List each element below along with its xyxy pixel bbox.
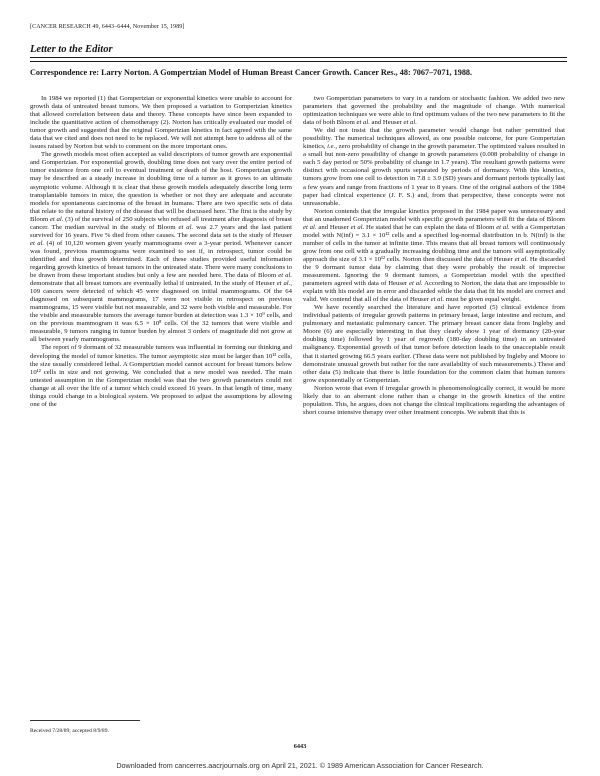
correspondence-heading: Correspondence re: Larry Norton. A Gompertzian Model of Human Breast Cancer Growth. Cancer Res., 48: 7067–7071, 1988.: [30, 68, 473, 77]
paragraph: Norton wrote that even if irregular growth is phenomenologically correct, it would be more likely due to an aberrant clone rather than a change in the growth kinetics of the entire population. This, he argues, does not change the clinical implications regarding the advantages of short course intensive therapy over other treatment concepts. We submit that this is: [303, 384, 565, 416]
paragraph: Norton contends that the irregular kinetics proposed in the 1984 paper was unnecessary and that an unadorned Gompertzian model with specific growth parameters will fit the data of Bloom et al. and Heuser et al. He stated that he can explain the data of Bloom et al. with a Gompertzian model with N(inf) = 3.1 × 10¹² cells and a specified log-normal distribution in b. N(inf) is the number of cells in the tumor at infinite time. This means that all breast tumors will continuously grow from one cell with a gradually increasing doubling time and the tumors will asymptotically approach the size of 3.1 × 10¹² cells. Norton then discussed the data of Heuser et al. He discarded the 9 dormant tumor data by claiming that they were probably the result of imprecise measurement. Ignoring the 9 dormant tumors, a Gompertzian model with the specified parameters agreed with data of Heuser et al. According to Norton, the data that are impossible to explain with his model are in error and discarded while the data that fit his model are correct and valid. We contend that all of the data of Heuser et al. must be given equal weight.: [303, 207, 566, 304]
section-title: Letter to the Editor: [30, 44, 113, 55]
paragraph: The report of 9 dormant of 32 measurable tumors was influential in forming our thinking and developing the model of tumor kinetics. The tumor asymptotic size must be larger than 10¹³ cells, the size usually considered lethal. A Gompertzian model cannot account for breast tumors below 10¹² cells in size and not growing. We concluded that a new model was needed. The main untested assumption in the Gompertzian model was that the two growth parameters could not change at all over the life of a tumor which could exceed 16 years. In that length of time, many things could change in a biological system. We proposed to adjust the assumptions by allowing one of the: [30, 344, 292, 408]
paragraph: The growth models most often accepted as valid descriptors of tumor growth are exponential and Gompertzian. For exponential growth, doubling time does not vary over the entire period of tumor existence from one cell to eventual treatment or death of the host. Gompertzian growth may be described as a steady increase in doubling time of a tumor as it grows to an ultimate asymptotic volume. Although it is clear that these growth models adequately describe long term transplantable tumors in mice, the question is whether or not they are adequate and accurate models for spontaneous carcinoma of the breast in humans. There are two specific sets of data that relate to the natural history of the disease that will be discussed here. The first is the study by Bloom et al. (3) of the survival of 250 subjects who refused all treatment after diagnosis of breast cancer. The median survival in the study of Bloom et al. was 2.7 years and the last patient survived for 16 years. Five % died from other causes. The second data set is the study of Heuser et al. (4) of 10,120 women given yearly mammograms over a 3-year period. Whenever cancer was found, previous mammograms were examined to see if, in retrospect, tumor could be identified and thus growth determined. Each of these studies provided useful information regarding growth kinetics of breast tumors in the untreated state. There were many conclusions to be drawn from these important studies but only a few are needed here. The data of Bloom et al. demonstrate that all breast tumors are eventually lethal if untreated. In the study of Heuser et al., 109 cancers were detected of which 45 were diagnosed on initial mammograms. Of the 64 diagnosed on subsequent mammograms, 17 were not visible in retrospect on previous mammograms, 15 were visible but not measurable, and 32 were both visible and measurable. For the visible and measurable tumors the average tumor burden at detection was 1.3 × 10⁹ cells, and on the previous mammogram it was 6.5 × 10⁸ cells. Of the 32 tumors that were visible and measurable, 9 tumors ranging in tumor burden by almost 3 orders of magnitude did not grow at all between yearly mammograms.: [30, 151, 293, 344]
paragraph: We have recently searched the literature and have reported (5) clinical evidence from individual patients of irregular growth patterns in primary breast, large intestine and rectum, and pulmonary and metastatic pulmonary cancer. The primary breast cancer data from Ingleby and Moore (6) are especially interesting in that they clearly show 1 year of dormancy (20-year doubling time) followed by 1 year of regrowth (180-day doubling time) in an untreated malignancy. Exponential growth of that tumor before detection leads to the unacceptable result that it started growing 66.5 years earlier. (These data were not published by Ingleby and Moore to demonstrate unusual growth but rather for the rare availability of such measurements.) These and other data (5) indicate that there is little foundation for the common claim that human tumors grow exponentially or Gompertzian.: [303, 304, 565, 384]
received-note: Received 7/28/89; accepted 8/9/89.: [30, 728, 109, 734]
paragraph: two Gompertzian parameters to vary in a random or stochastic fashion. We added two new parameters that governed the probability and the magnitude of change. With numerical optimization techniques we were able to find optimum values of the two new parameters to fit the data of both Bloom et al. and Heuser et al.: [303, 95, 565, 127]
right-column: [303, 95, 565, 417]
download-footer: Downloaded from cancerres.aacrjournals.org on April 21, 2021. © 1989 American Association for Cancer Research.: [116, 761, 484, 770]
running-head: [CANCER RESEARCH 49, 6443–6444, November 15, 1989]: [30, 24, 185, 30]
top-rule-thin: [30, 61, 567, 62]
page-number: 6443: [293, 743, 307, 750]
footnote-rule: [30, 720, 140, 721]
paragraph: We did not insist that the growth parameter would change but rather permitted that possibility. The numerical techniques allowed, as one possible outcome, for pure Gompertzian kinetics, i.e., zero probability of change in the growth parameter. The optimized values resulted in a small but non-zero possibility of change in growth parameters (0.008 probability of change in each 5 day period or 50% probability of change in 1.7 years). The resultant growth patterns were distinct with occasional growth spurts separated by periods of dormancy. With this kinetics, tumors grow from one cell to detection in 7.8 ± 3.9 (SD) years and dormant periods typically last a few years and range from fractions of 1 year to 8 years. One of the original authors of the 1984 paper had clinical experience (J. F. S.) and, from that perspective, these concepts were not unreasonable.: [303, 127, 565, 207]
top-rule: [30, 57, 567, 58]
paragraph: In 1984 we reported (1) that Gompertzian or exponential kinetics were unable to account for growth data of untreated breast tumors. We then proposed a variation to Gompertzian kinetics that allowed correlation between data and theory. These concepts have since been expanded to include the quantitative action of chemotherapy (2). Norton has critically evaluated our model of tumor growth and suggested that the original Gompertzian kinetics in fact agreed with the same data that we cited and does not need to be replaced. We will not attempt here to address all of the issues raised by Norton but wish to comment on the more important ones.: [30, 95, 292, 151]
left-column: [30, 95, 292, 409]
